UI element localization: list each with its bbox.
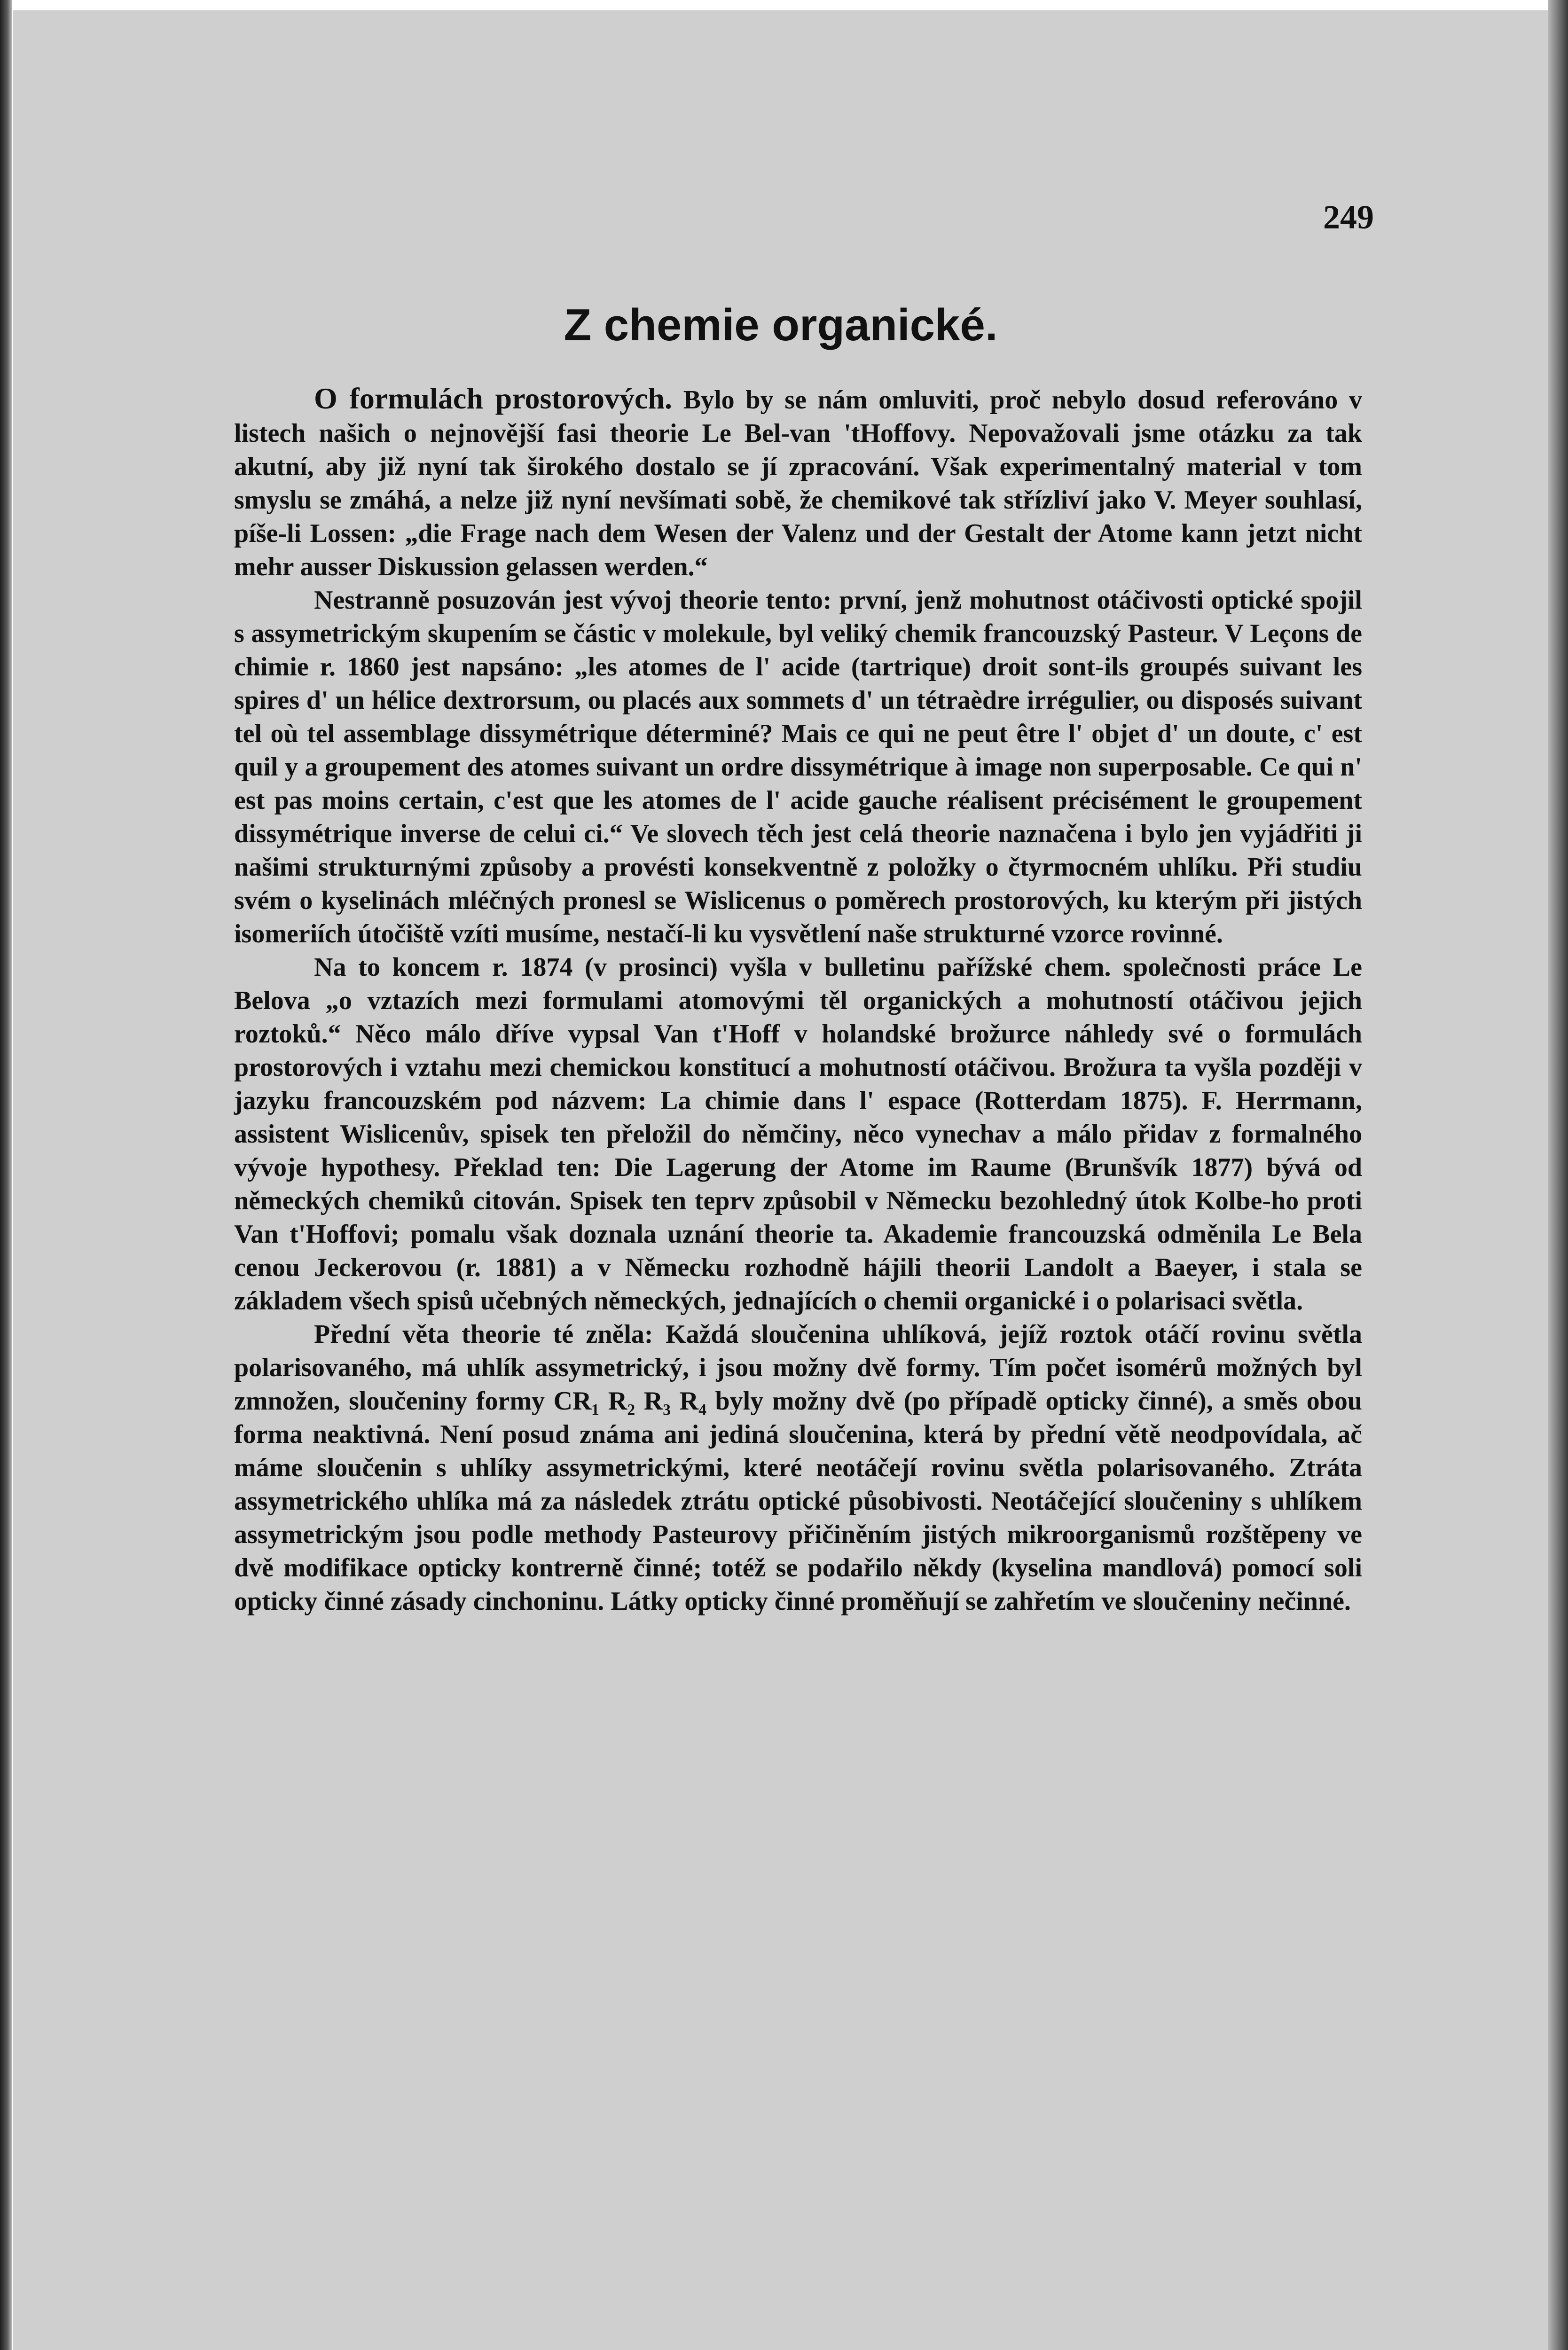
paragraph-1	[234, 382, 1362, 584]
paragraph-3: Na to koncem r. 1874 (v prosinci) vyšla v bulletinu pařížské chem. společnosti práce Le Belova „o vztazích mezi formulami atomovými těl organických a mohutností otáčivou jejich roztoků.“ Něco málo dříve vypsal Van t'Hoff v holandské brožurce náhledy své o formulách prostorových i vztahu mezi chemickou konstitucí a mohutností otáčivou. Brožura ta vyšla později v jazyku francouzském pod názvem: La chimie dans l' espace (Rotterdam 1875). F. Herrmann, assistent Wislicenův, spisek ten přeložil do němčiny, něco vynechav a málo přidav z formalného vývoje hypothesy. Překlad ten: Die Lagerung der Atome im Raume (Brunšvík 1877) bývá od německých chemiků citován. Spisek ten teprv způsobil v Německu bezohledný útok Kolbe-ho proti Van t'Hoffovi; pomalu však doznala uznání theorie ta. Akademie francouzská odměnila Le Bela cenou Jeckerovou (r. 1881) a v Německu rozhodně hájili theorii Landolt a Baeyer, i stala se základem všech spisů učebných německých, jednajících o chemii organické i o polarisaci světla.	[234, 953, 1362, 1316]
page-heading: Z chemie organické.	[564, 300, 998, 350]
book-page	[13, 10, 1548, 2350]
article-body	[234, 382, 1362, 2168]
scan-left-edge	[0, 0, 12, 2350]
section-title: O formulách prostorových.	[314, 382, 672, 415]
scan-right-edge	[1548, 0, 1568, 2350]
paragraph-4: Přední věta theorie té zněla: Každá sloučenina uhlíková, jejíž roztok otáčí rovinu světla polarisovaného, má uhlík assymetrický, i jsou možny dvě formy. Tím počet isomérů možných byl zmnožen, sloučeniny formy CR₁ R₂ R₃ R₄ byly možny dvě (po případě opticky činné), a směs obou forma neaktivná. Není posud známa ani jediná sloučenina, která by přední větě neodpovídala, ač máme sloučenin s uhlíky assymetrickými, které neotáčejí rovinu světla polarisovaného. Ztráta assymetrického uhlíka má za následek ztrátu optické působivosti. Neotáčející sloučeniny s uhlíkem assymetrickým jsou podle methody Pasteurovy přičiněním jistých mikroorganismů rozštěpeny ve dvě modifikace opticky kontrerně činné; totéž se podařilo někdy (kyselina mandlová) pomocí soli opticky činné zásady cinchoninu. Látky opticky činné proměňují se zahřetím ve sloučeniny nečinné.	[234, 1320, 1362, 1616]
paragraph-2: Nestranně posuzován jest vývoj theorie tento: první, jenž mohutnost otáčivosti optické spojil s assymetrickým skupením se částic v molekule, byl veliký chemik francouzský Pasteur. V Leçons de chimie r. 1860 jest napsáno: „les atomes de l' acide (tartrique) droit sont-ils groupés suivant les spires d' un hélice dextrorsum, ou placés aux sommets d' un tétraèdre irrégulier, ou disposés suivant tel où tel assemblage dissymétrique déterminé? Mais ce qui ne peut être l' objet d' un doute, c' est quil y a groupement des atomes suivant un ordre dissymétrique à image non superposable. Ce qui n' est pas moins certain, c'est que les atomes de l' acide gauche réalisent précisément le groupement dissymétrique inverse de celui ci.“ Ve slovech těch jest celá theorie naznačena i bylo jen vyjádřiti ji našimi strukturnými způsoby a provésti konsekventně z položky o čtyrmocném uhlíku. Při studiu svém o kyselinách mléčných pronesl se Wislicenus o poměrech prostorových, ku kterým při jistých isomeriích útočiště vzíti musíme, nestačí-li ku vysvětlení naše strukturné vzorce rovinné.	[234, 586, 1362, 948]
page-number: 249	[1323, 198, 1374, 236]
paragraph-1-text: Bylo by se nám omluviti, proč nebylo dosud referováno v listech našich o nejnovější fasi theorie Le Bel-van 'tHoffovy. Nepovažovali jsme otázku za tak akutní, aby již nyní tak širokého dostalo se jí zpracování. Však experimentalný material v tom smyslu se zmáhá, a nelze již nyní nevšímati sobě, že chemikové tak střízliví jako V. Meyer souhlasí, píše-li Lossen: „die Frage nach dem Wesen der Valenz und der Gestalt der Atome kann jetzt nicht mehr ausser Diskussion gelassen werden.“	[234, 385, 1363, 581]
